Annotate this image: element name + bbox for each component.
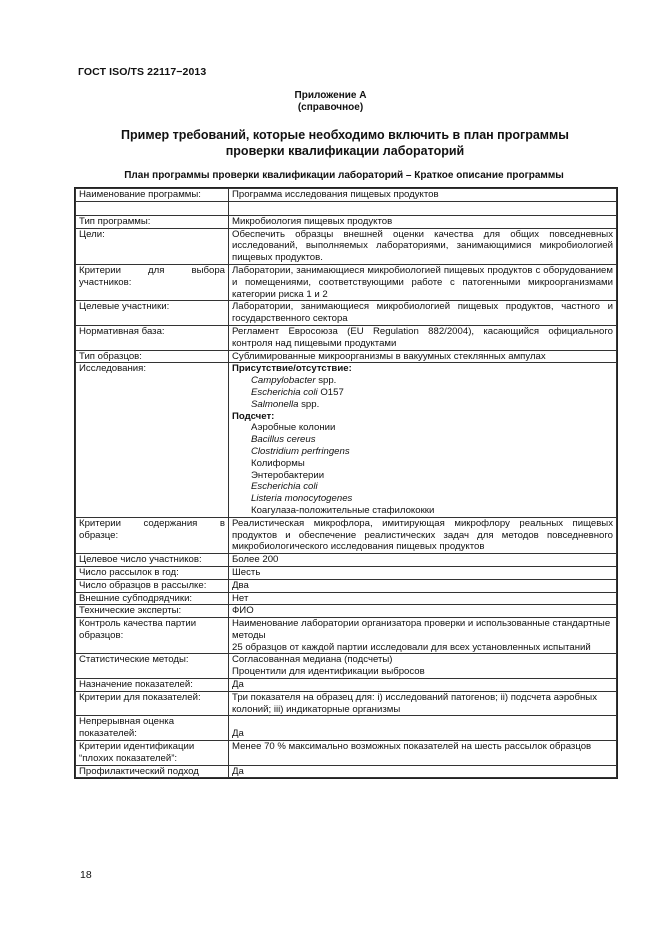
table-row [76,654,617,679]
row-label: Непрерывная оценка показателей: [76,716,229,741]
table-row [76,189,617,202]
annex-title-line-1: Пример требований, которые необходимо включить в план программы [121,128,569,142]
table-row [76,363,617,517]
list-item: Campylobacter spp. [251,375,337,387]
row-value [229,363,617,517]
row-value: Обеспечить образцы внешней оценки качества для общих повседневных исследований, выполняемых лабораториями, занимающимися микробиологией пищевых продуктов. [229,228,617,264]
row-value: Да [229,765,617,778]
annex-type: (справочное) [297,102,364,113]
row-value: Лаборатории, занимающиеся микробиологией пищевых продуктов с оборудованием и помещениями, соответствующими работе с патогенными микроорганизмами категории риска 1 и 2 [229,264,617,300]
list-item: Bacillus cereus [251,434,316,446]
row-label: Критерии содержания в образце: [76,517,229,553]
table-row [76,765,617,778]
row-label: Тип образцов: [76,350,229,363]
row-label: Число рассылок в год: [76,566,229,579]
row-label: Критерии для выбора участников: [76,264,229,300]
program-summary-table [74,187,618,779]
row-label: Тип программы: [76,215,229,228]
row-value: Лаборатории, занимающиеся микробиологией пищевых продуктов, частного и государственного сектора [229,301,617,326]
row-label: Профилактический подход [76,765,229,778]
table-row [76,592,617,605]
table-row [76,554,617,567]
annex-label: Приложение А [294,90,367,101]
table-row [76,579,617,592]
table-row [76,566,617,579]
table-row [76,741,617,766]
table-row [76,691,617,716]
list-item: Listeria monocytogenes [251,493,353,505]
row-value: Два [229,579,617,592]
list-item: Аэробные колонии [251,422,336,434]
row-value: Да [229,679,617,692]
row-value: Менее 70 % максимально возможных показателей на шесть рассылок образцов [229,741,617,766]
annex-title-line-2: проверки квалификации лабораторий [225,144,465,158]
row-value: Реалистическая микрофлора, имитирующая микрофлору реальных пищевых продуктов и обеспечение реалистических задач для методов повседневного микробиологического исследования пищевых продуктов [229,517,617,553]
annex-title [90,127,600,159]
row-value: Шесть [229,566,617,579]
row-value: Программа исследования пищевых продуктов [229,189,617,202]
row-label: Исследования: [76,363,229,517]
table-row [76,350,617,363]
table-caption: План программы проверки квалификации лабораторий – Краткое описание программы [124,170,564,181]
list-item: Энтеробактерии [251,469,325,481]
table-row [76,228,617,264]
annex-heading [0,90,661,114]
table-row [76,517,617,553]
table-row [76,605,617,618]
list-item: Salmonella spp. [251,398,320,410]
table-row [76,716,617,741]
row-value: Нет [229,592,617,605]
row-label: Число образцов в рассылке: [76,579,229,592]
row-value: Микробиология пищевых продуктов [229,215,617,228]
row-value: Три показателя на образец для: i) исследований патогенов; ii) подсчета аэробных колоний; iii) индикаторные организмы [229,691,617,716]
row-label: Нормативная база: [76,325,229,350]
row-label: Целевые участники: [76,301,229,326]
list-item: Коагулаза-положительные стафилококки [251,504,435,516]
list-item: Escherichia coli O157 [251,386,344,398]
page-number: 18 [80,869,92,881]
row-value: ФИО [229,605,617,618]
row-value: Согласованная медиана (подсчеты) Процентили для идентификации выбросов [229,654,617,679]
row-value: Наименование лаборатории организатора проверки и использованные стандартные методы 25 образцов от каждой партии исследовали для всех установленных испытаний [229,618,617,654]
row-value: Да [229,716,617,741]
presence-heading: Присутствие/отсутствие: [232,363,352,375]
row-value: Сублимированные микроорганизмы в вакуумных стеклянных ампулах [229,350,617,363]
row-label: Технические эксперты: [76,605,229,618]
table-row [76,264,617,300]
row-label: Назначение показателей: [76,679,229,692]
row-value: Регламент Евросоюза (EU Regulation 882/2004), касающийся официального контроля над пищевыми продуктами [229,325,617,350]
row-label: Цели: [76,228,229,264]
row-label: Наименование программы: [76,189,229,202]
row-value: Более 200 [229,554,617,567]
table-row [76,618,617,654]
list-item: Колиформы [251,457,305,469]
table-row [76,215,617,228]
row-label: Статистические методы: [76,654,229,679]
table-row-empty [76,201,617,215]
row-label: Внешние субподрядчики: [76,592,229,605]
list-item: Escherichia coli [251,481,318,493]
row-label: Критерии идентификации “плохих показателей”: [76,741,229,766]
document-header: ГОСТ ISO/TS 22117−2013 [78,66,207,78]
table-row [76,679,617,692]
row-label: Целевое число участников: [76,554,229,567]
table-row [76,301,617,326]
table-row [76,325,617,350]
row-label: Критерии для показателей: [76,691,229,716]
list-item: Clostridium perfringens [251,445,350,457]
row-label: Контроль качества партии образцов: [76,618,229,654]
count-heading: Подсчет: [232,410,275,422]
